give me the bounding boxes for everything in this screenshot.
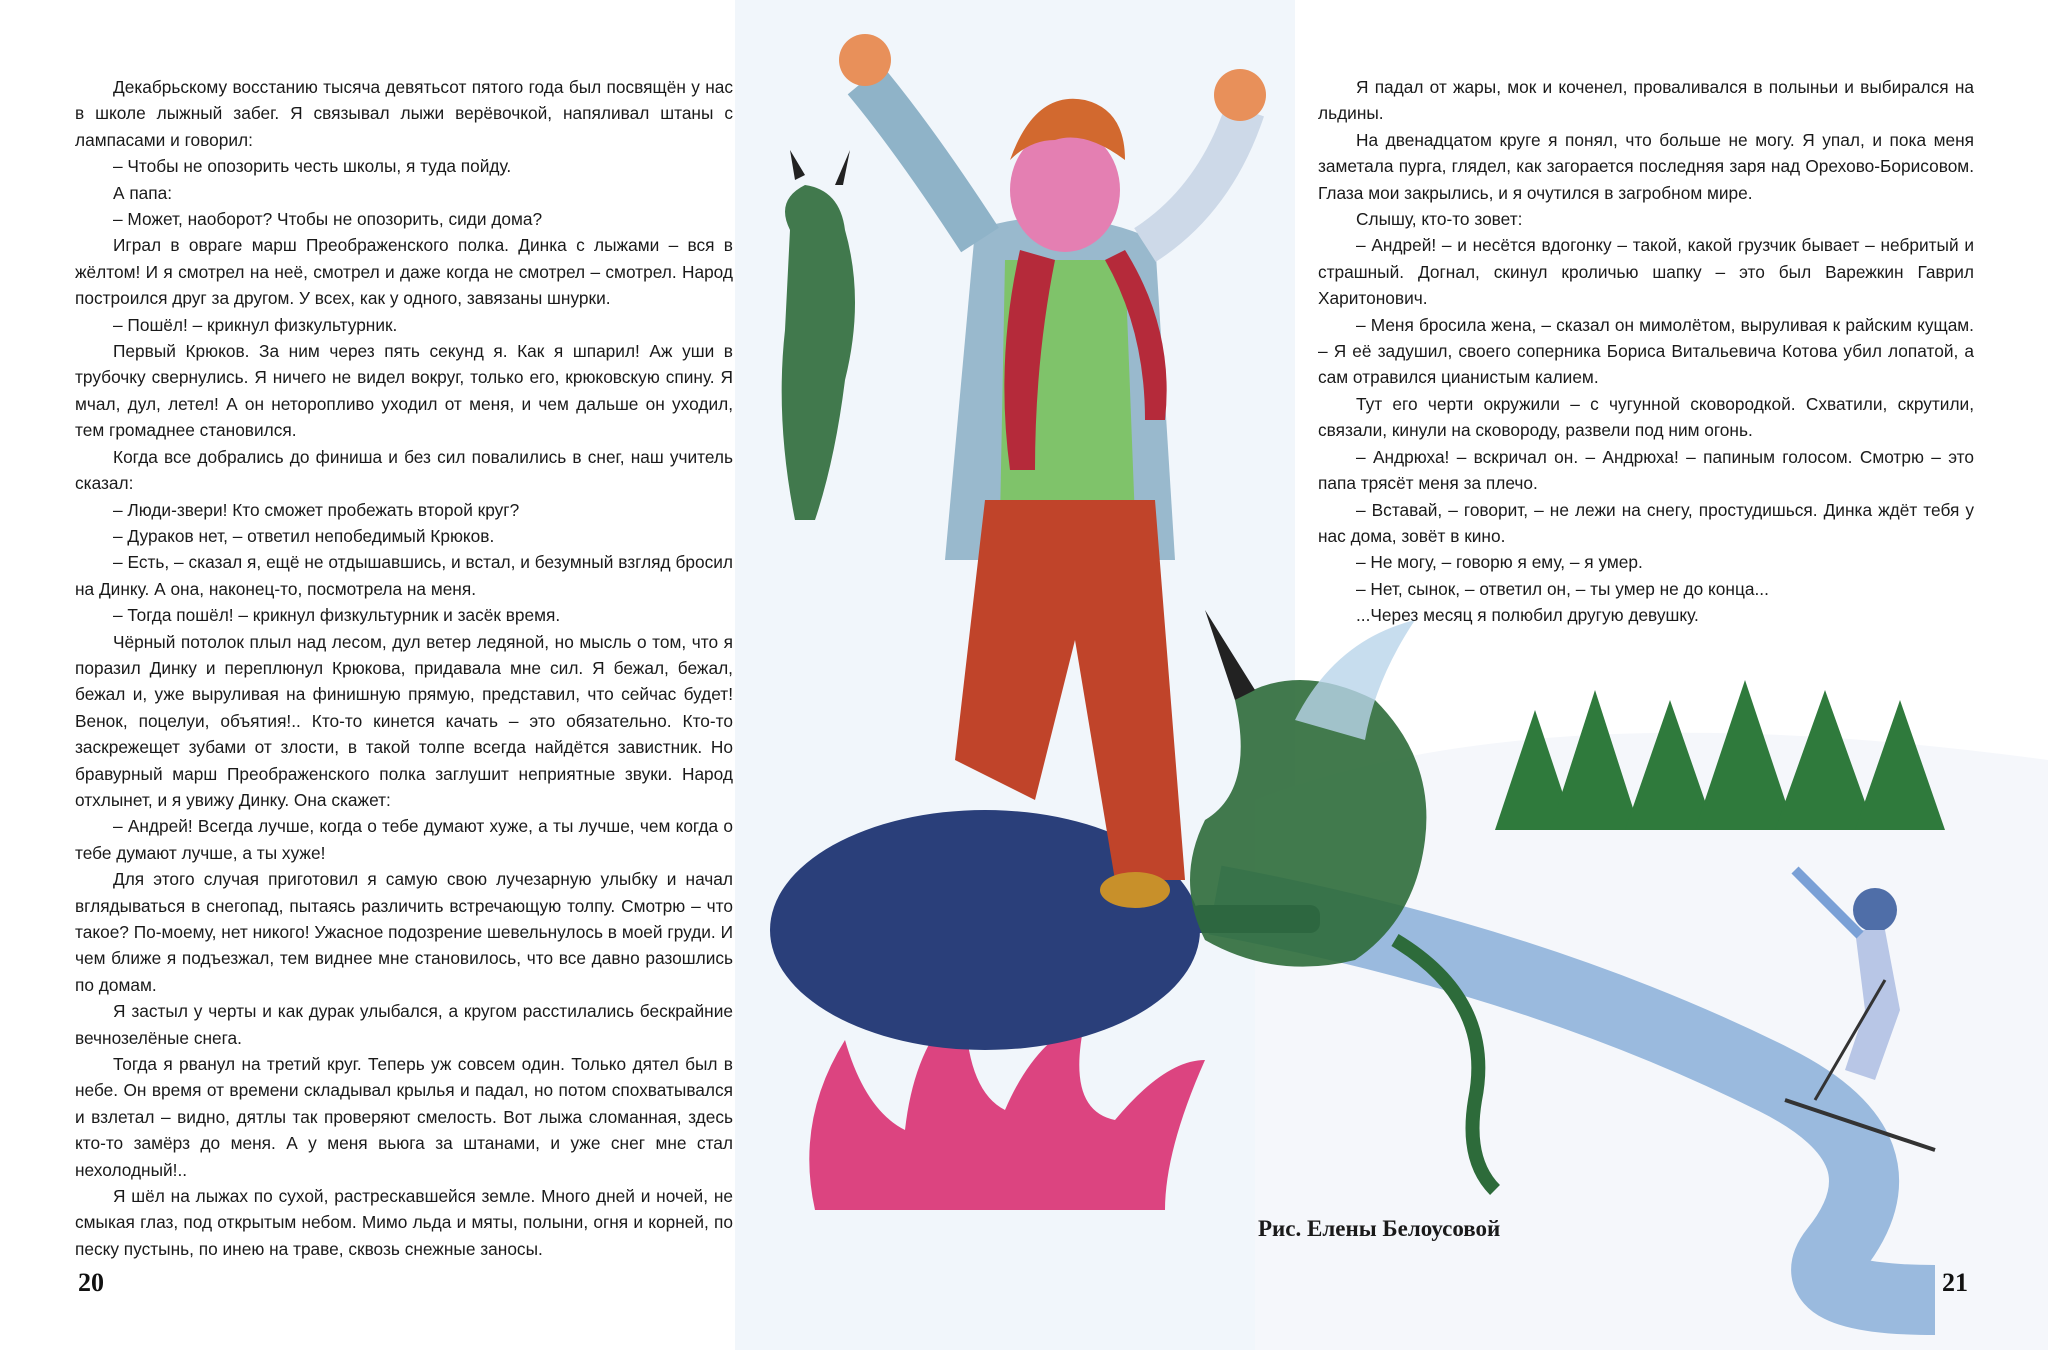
paragraph: – Не могу, – говорю я ему, – я умер. (1356, 552, 1643, 573)
paragraph: А папа: (113, 182, 173, 203)
paragraph: Играл в овраге марш Преображенского полка. Динка с лыжами – вся в жёлтом! И я смотрел на неё, смотрел и даже когда не смотрел – смотрел. Народ построился друг за другом. У всех, как у одного, завязаны шнурки. (75, 235, 733, 309)
left-page-text (75, 74, 733, 1262)
paragraph: – Андрей! – и несётся вдогонку – такой, какой грузчик бывает – небритый и страшный. Догнал, скинул кроличью шапку – это был Варежкин Гаврил Харитонович. (1318, 235, 1974, 309)
paragraph: – Есть, – сказал я, ещё не отдышавшись, и встал, и безумный взгляд бросил на Динку. А она, наконец-то, посмотрела на меня. (75, 552, 733, 599)
paragraph: – Пошёл! – крикнул физкультурник. (113, 314, 398, 335)
right-page-text (1318, 74, 1974, 629)
paragraph: – Меня бросила жена, – сказал он мимолётом, выруливая к райским кущам. – Я её задушил, своего соперника Бориса Витальевича Котова убил лопатой, а сам отравился цианистым калием. (1318, 314, 1974, 388)
paragraph: Я застыл у черты и как дурак улыбался, а кругом расстилались бескрайние вечнозелёные снега. (75, 1001, 733, 1048)
paragraph: Для этого случая приготовил я самую свою лучезарную улыбку и начал вглядываться в снегопад, пытаясь различить встречающую толпу. Смотрю – что такое? По-моему, нет никого! Ужасное подозрение шевельнулось в моей груди. И чем ближе я подъезжал, тем виднее мне становилось, что все давно разошлись по домам. (75, 869, 733, 995)
paragraph: На двенадцатом круге я понял, что больше не могу. Я упал, и пока меня заметала пурга, глядел, как загорается последняя заря над Орехово-Борисовом. Глаза мои закрылись, и я очутился в загробном мире. (1318, 129, 1974, 203)
hand-right (1214, 69, 1266, 121)
paragraph: Я шёл на лыжах по сухой, растрескавшейся земле. Много дней и ночей, не смыкая глаз, под открытым небом. Мимо льда и мяты, полыни, огня и корней, по песку пустынь, по инею на траве, сквозь снежные заносы. (75, 1186, 733, 1259)
shoe (1100, 872, 1170, 908)
hand-left (839, 34, 891, 86)
paragraph: ...Через месяц я полюбил другую девушку. (1356, 605, 1699, 626)
paragraph: Декабрьскому восстанию тысяча девятьсот пятого года был посвящён у нас в школе лыжный забег. Я связывал лыжи верёвочкой, напяливал штаны с лампасами и говорил: (75, 77, 733, 150)
paragraph: – Чтобы не опозорить честь школы, я туда пойду. (113, 156, 512, 177)
paragraph: – Андрей! Всегда лучше, когда о тебе думают хуже, а ты лучше, чем когда о тебе думают лучше, а ты хуже! (75, 816, 733, 863)
page-number-right: 21 (1942, 1268, 1968, 1297)
paragraph: – Может, наоборот? Чтобы не опозорить, сиди дома? (113, 209, 543, 230)
skier-head (1853, 888, 1897, 932)
paragraph: Тогда я рванул на третий круг. Теперь уж совсем один. Только дятел был в небе. Он время от времени складывал крылья и падал, но потом спохватывался и взлетал – видно, дятлы так проверяют смелость. Вот лыжа сломанная, здесь кто-то замёрз до меня. А у меня вьюга за штанами, и уже снег мне стал нехолодный!.. (75, 1054, 733, 1180)
paragraph: – Люди-звери! Кто сможет пробежать второй круг? (113, 499, 520, 520)
paragraph: Слышу, кто-то зовет: (1356, 209, 1523, 230)
paragraph: Когда все добрались до финиша и без сил повалились в снег, наш учитель сказал: (75, 446, 733, 494)
paragraph: Я падал от жары, мок и коченел, проваливался в полыньи и выбирался на льдины. (1318, 77, 1974, 124)
illustration-caption: Рис. Елены Белоусовой (1258, 1216, 1501, 1241)
paragraph: Чёрный потолок плыл над лесом, дул ветер ледяной, но мысль о том, что я поразил Динку и переплюнул Крюкова, придавала мне сил. Я бежал, бежал, бежал и, уже выруливая на финишную прямую, представил, что сейчас будет! Венок, поцелуи, объятия!.. Кто-то кинется качать – это обязательно. Кто-то заскрежещет зубами от злости, в такой толпе всегда найдётся завистник. Но бравурный марш Преображенского полка заглушит неприятные звуки. Народ отхлынет, и я увижу Динку. Она скажет: (75, 631, 733, 810)
paragraph: – Вставай, – говорит, – не лежи на снегу, простудишься. Динка ждёт тебя у нас дома, зовёт в кино. (1318, 499, 1974, 546)
paragraph: – Дураков нет, – ответил непобедимый Крюков. (113, 525, 495, 546)
paragraph: Тут его черти окружили – с чугунной сковородкой. Схватили, скрутили, связали, кинули на сковороду, развели под ним огонь. (1318, 393, 1974, 441)
devil-wing (1295, 620, 1415, 740)
paragraph: – Андрюха! – вскричал он. – Андрюха! – папиным голосом. Смотрю – это папа трясёт меня за плечо. (1318, 446, 1974, 494)
paragraph: – Тогда пошёл! – крикнул физкультурник и засёк время. (113, 605, 561, 626)
paragraph: Первый Крюков. За ним через пять секунд я. Как я шпарил! Аж уши в трубочку свернулись. Я ничего не видел вокруг, только его, крюковскую спину. Я мчал, дул, летел! А он неторопливо уходил от меня, и чем дальше он уходил, тем громаднее становился. (75, 341, 733, 441)
paragraph: – Нет, сынок, – ответил он, – ты умер не до конца... (1356, 578, 1769, 599)
page-number-left: 20 (78, 1268, 104, 1297)
